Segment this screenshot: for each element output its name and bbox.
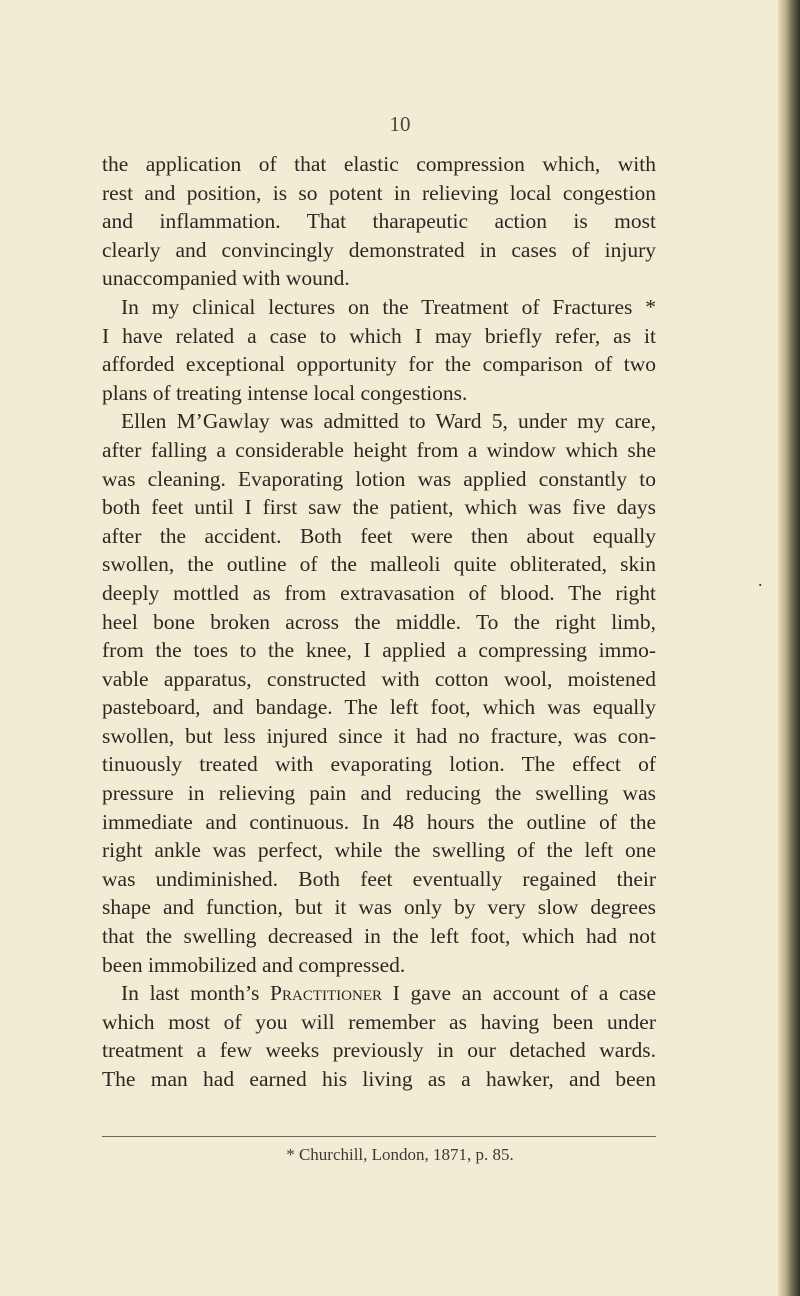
text-line: I have related a case to which I may briefly refer, as it	[102, 323, 656, 348]
footnote: * Churchill, London, 1871, p. 85.	[286, 1145, 514, 1164]
text-line: right ankle was perfect, while the swelling of the left one	[102, 838, 656, 863]
text-line: was undiminished. Both feet eventually regained their	[102, 866, 656, 891]
footnote-rule	[102, 1136, 656, 1137]
text-line: vable apparatus, constructed with cotton wool, moistened	[102, 666, 656, 691]
text-line: Ellen M’Gawlay was admitted to Ward 5, under my care,	[121, 409, 656, 434]
text-line: clearly and convincingly demonstrated in cases of injury	[102, 237, 656, 262]
text-line: the application of that elastic compression which, with	[102, 152, 656, 176]
text-line: afforded exceptional opportunity for the comparison of two	[102, 352, 656, 377]
body-text	[102, 150, 656, 1094]
text-line: shape and function, but it was only by very slow degrees	[102, 895, 656, 920]
text-line-post: I gave an account of a case	[382, 981, 656, 1006]
text-line: swollen, the outline of the malleoli quite obliterated, skin	[102, 552, 656, 577]
text-line	[102, 979, 656, 1008]
text-line: that the swelling decreased in the left foot, which had not	[102, 924, 656, 949]
text-line: which most of you will remember as having been under	[102, 1009, 656, 1034]
text-line: and inflammation. That tharapeutic action is most	[102, 209, 656, 234]
text-line: deeply mottled as from extravasation of blood. The right	[102, 580, 656, 605]
journal-title: Practitioner	[270, 981, 382, 1006]
text-line-pre: In last month’s	[121, 981, 271, 1006]
text-line: was cleaning. Evaporating lotion was applied constantly to	[102, 466, 656, 491]
page-edge-shadow	[778, 0, 800, 1296]
text-line: tinuously treated with evaporating lotion. The effect of	[102, 752, 656, 777]
text-line: unaccompanied with wound.	[102, 266, 350, 291]
text-line: pasteboard, and bandage. The left foot, which was equally	[102, 695, 656, 720]
text-line: immediate and continuous. In 48 hours the outline of the	[102, 809, 656, 834]
text-line: rest and position, is so potent in relieving local congestion	[102, 180, 656, 205]
text-line: from the toes to the knee, I applied a compressing immo-	[102, 638, 656, 663]
text-line: both feet until I first saw the patient, which was five days	[102, 495, 656, 520]
text-line: swollen, but less injured since it had no fracture, was con-	[102, 723, 656, 748]
text-line: plans of treating intense local congestions.	[102, 380, 468, 405]
text-line: after falling a considerable height from a window which she	[102, 437, 656, 462]
text-line: The man had earned his living as a hawker, and been	[102, 1067, 656, 1091]
page-number: 10	[389, 112, 411, 136]
text-line: pressure in relieving pain and reducing the swelling was	[102, 781, 656, 806]
text-line: treatment a few weeks previously in our detached wards.	[102, 1038, 656, 1063]
text-line: In my clinical lectures on the Treatment of Fractures *	[121, 294, 656, 319]
text-line: been immobilized and compressed.	[102, 952, 406, 977]
margin-mark: .	[758, 570, 763, 590]
text-line: heel bone broken across the middle. To the right limb,	[102, 609, 656, 634]
text-line: after the accident. Both feet were then about equally	[102, 523, 656, 548]
